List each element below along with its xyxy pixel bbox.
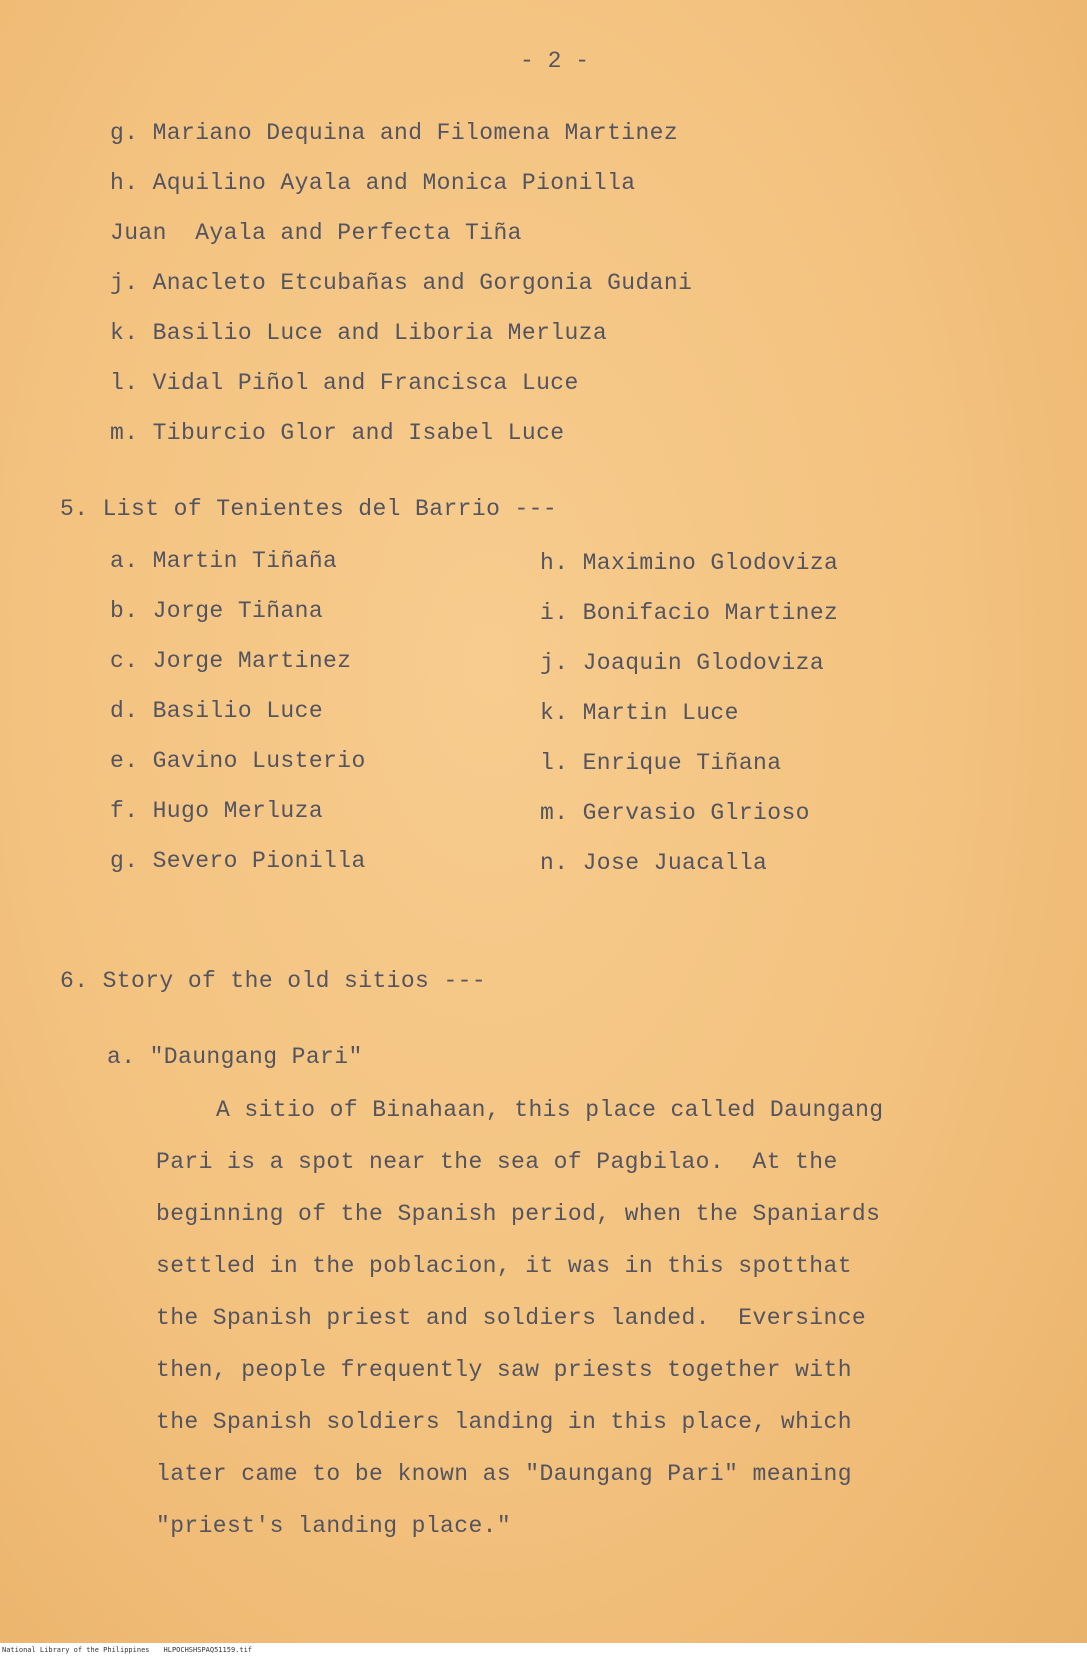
paragraph-line: Pari is a spot near the sea of Pagbilao. At the	[156, 1149, 838, 1175]
list-item: c. Jorge Martinez	[110, 648, 352, 674]
footer-library: National Library of the Philippines	[2, 1646, 150, 1654]
paragraph-line: A sitio of Binahaan, this place called Daungang	[216, 1097, 884, 1123]
list-item: g. Severo Pionilla	[110, 848, 366, 874]
scan-footer	[2, 1646, 266, 1654]
paragraph-line: then, people frequently saw priests together with	[156, 1357, 852, 1383]
section-heading-tenientes: 5. List of Tenientes del Barrio ---	[60, 496, 558, 522]
paragraph-line: later came to be known as "Daungang Pari" meaning	[156, 1461, 852, 1487]
list-item: Juan Ayala and Perfecta Tiña	[110, 220, 522, 246]
paragraph-line: settled in the poblacion, it was in this spotthat	[156, 1253, 852, 1279]
list-item: e. Gavino Lusterio	[110, 748, 366, 774]
list-item: l. Enrique Tiñana	[540, 750, 782, 776]
list-item: j. Anacleto Etcubañas and Gorgonia Gudani	[110, 270, 693, 296]
paragraph-line: the Spanish soldiers landing in this place, which	[156, 1409, 852, 1435]
list-item: j. Joaquin Glodoviza	[540, 650, 825, 676]
paragraph-line: beginning of the Spanish period, when the Spaniards	[156, 1201, 881, 1227]
paragraph-line: the Spanish priest and soldiers landed. Eversince	[156, 1305, 867, 1331]
list-item: l. Vidal Piñol and Francisca Luce	[110, 370, 579, 396]
section-heading-sitios: 6. Story of the old sitios ---	[60, 968, 487, 994]
list-item: n. Jose Juacalla	[540, 850, 768, 876]
list-item: m. Gervasio Glrioso	[540, 800, 810, 826]
list-item: m. Tiburcio Glor and Isabel Luce	[110, 420, 565, 446]
list-item: k. Basilio Luce and Liboria Merluza	[110, 320, 608, 346]
list-item: a. Martin Tiñaña	[110, 548, 338, 574]
footer-file: HLPOCHSHSPAQ51159.tif	[163, 1646, 253, 1654]
list-item: h. Aquilino Ayala and Monica Pionilla	[110, 170, 636, 196]
list-item: f. Hugo Merluza	[110, 798, 324, 824]
list-item: i. Bonifacio Martinez	[540, 600, 839, 626]
list-item: k. Martin Luce	[540, 700, 739, 726]
list-item: g. Mariano Dequina and Filomena Martinez	[110, 120, 679, 146]
list-item: b. Jorge Tiñana	[110, 598, 324, 624]
list-item: d. Basilio Luce	[110, 698, 324, 724]
subheading-daungang-pari: a. "Daungang Pari"	[107, 1044, 363, 1070]
list-item: h. Maximino Glodoviza	[540, 550, 839, 576]
paragraph-line: "priest's landing place."	[156, 1513, 512, 1539]
page-number: - 2 -	[520, 48, 590, 74]
